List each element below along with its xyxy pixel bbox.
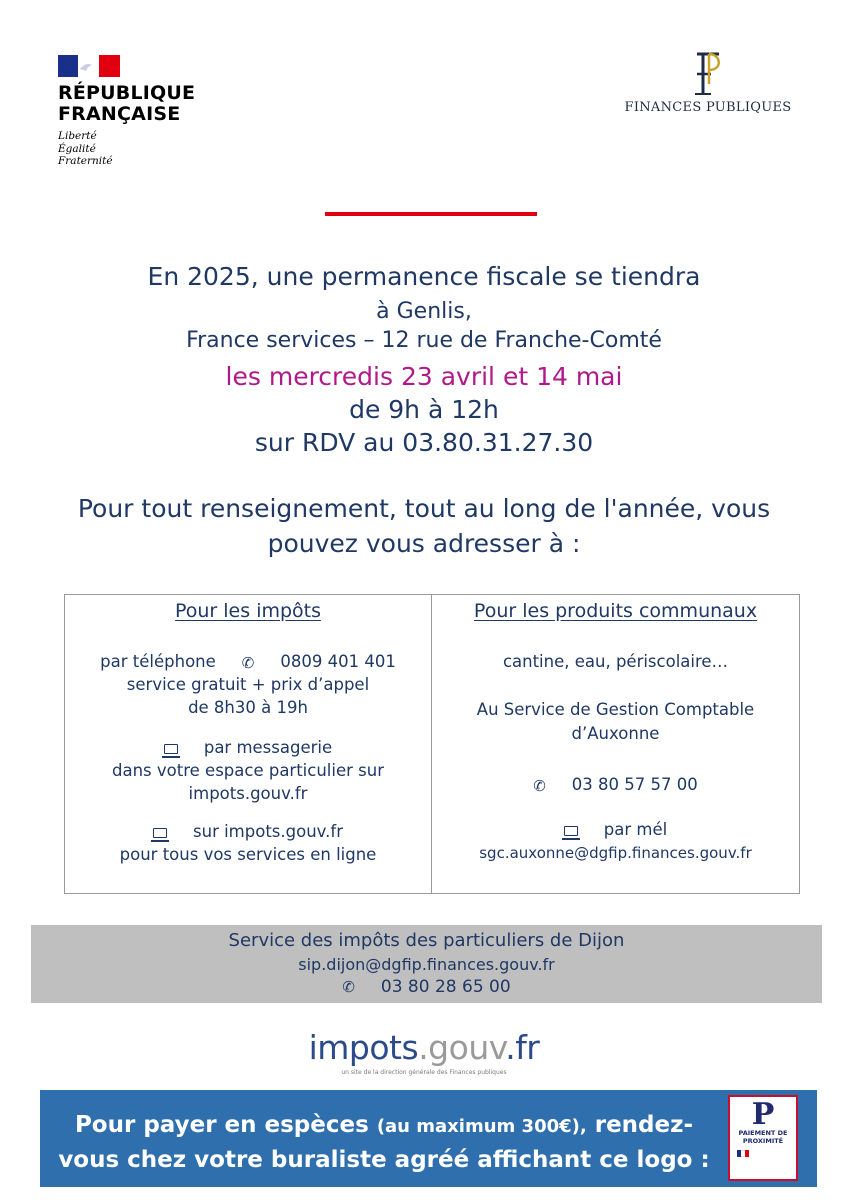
announcement-line2: à Genlis, (376, 299, 472, 324)
fp-monogram-icon (691, 50, 725, 98)
announcement-dates: les mercredis 23 avril et 14 mai (225, 362, 623, 391)
intro-line2: pouvez vous adresser à : (267, 529, 581, 558)
announcement-hours: de 9h à 12h (349, 395, 499, 424)
marianne-flag-icon (58, 55, 120, 77)
phone-icon: ✆ (342, 978, 355, 996)
phone-icon: ✆ (241, 653, 255, 672)
proximite-mini-flag-icon (730, 1150, 796, 1157)
rf-name-line2: FRANÇAISE (58, 103, 181, 125)
taxes-web-row (65, 822, 431, 841)
motto-liberte: Liberté (58, 130, 97, 142)
taxes-phone-row (65, 652, 431, 672)
communal-phone-number: 03 80 57 57 00 (571, 775, 698, 794)
intro-line1: Pour tout renseignement, tout au long de l'année, vous (77, 494, 771, 523)
sip-contact-band (31, 925, 822, 1003)
impots-word: impots (308, 1028, 419, 1067)
motto-egalite: Égalité (58, 142, 96, 155)
sip-phone: 03 80 28 65 00 (380, 977, 511, 997)
announcement-line3: France services – 12 rue de Franche-Comté (186, 328, 662, 353)
payment-line1-bold: Pour payer en espèces (74, 1112, 369, 1138)
computer-icon (564, 826, 578, 836)
taxes-phone-note: service gratuit + prix d’appel (126, 675, 370, 694)
communal-email: sgc.auxonne@dgfip.finances.gouv.fr (479, 844, 752, 862)
sip-phone-row (31, 977, 822, 997)
announcement-line1: En 2025, une permanence fiscale se tiendra (147, 262, 701, 291)
taxes-web-line2: pour tous vos services en ligne (119, 845, 377, 864)
communal-office-line1: Au Service de Gestion Comptable (476, 700, 755, 719)
taxes-message-line3: impots.gouv.fr (188, 784, 308, 803)
impots-gouv-logo (0, 1028, 848, 1076)
proximite-letter: P (751, 1097, 775, 1132)
proximite-text-1: PAIEMENT DE (738, 1129, 788, 1137)
republique-francaise-logo (58, 55, 228, 168)
phone-icon: ✆ (533, 776, 546, 795)
cash-payment-band (40, 1090, 817, 1187)
computer-icon (153, 828, 167, 838)
communal-heading: Pour les produits communaux (473, 600, 758, 622)
sip-name: Service des impôts des particuliers de Dijon (228, 930, 625, 951)
taxes-heading: Pour les impôts (174, 600, 322, 622)
taxes-message-row (65, 738, 431, 757)
communal-mail-row (432, 820, 799, 839)
taxes-phone-label: par téléphone (100, 652, 216, 671)
payment-line1-small: (au maximum 300€), (376, 1116, 587, 1137)
communal-office-line2: d’Auxonne (571, 724, 660, 743)
red-divider (325, 212, 537, 216)
finances-publiques-logo (622, 50, 794, 115)
payment-line1 (40, 1112, 728, 1138)
taxes-phone-number: 0809 401 401 (280, 652, 396, 671)
communal-column (432, 595, 799, 893)
fp-name: FINANCES PUBLIQUES (624, 100, 792, 115)
communal-phone-row (432, 775, 799, 795)
taxes-column (65, 595, 431, 893)
taxes-message-line2: dans votre espace particulier sur (112, 761, 384, 780)
payment-line2: vous chez votre buraliste agréé affichant ce logo : (58, 1147, 710, 1173)
contact-table (64, 594, 800, 894)
payment-line1-end: rendez- (594, 1112, 694, 1138)
rf-name-line1: RÉPUBLIQUE (58, 82, 196, 104)
taxes-web-label: sur impots.gouv.fr (193, 822, 343, 841)
fr-word: .fr (505, 1028, 540, 1067)
computer-icon (164, 744, 178, 754)
gouv-word: .gouv (418, 1028, 506, 1067)
communal-services: cantine, eau, périscolaire… (502, 652, 729, 671)
proximite-text-2: PROXIMITÉ (742, 1136, 784, 1145)
paiement-proximite-logo (728, 1095, 798, 1181)
motto-fraternite: Fraternité (58, 155, 113, 167)
taxes-message-label: par messagerie (203, 738, 333, 757)
sip-email: sip.dijon@dgfip.finances.gouv.fr (298, 955, 555, 974)
taxes-phone-hours: de 8h30 à 19h (188, 698, 308, 717)
announcement-appointment: sur RDV au 03.80.31.27.30 (254, 428, 594, 457)
communal-mail-label: par mél (603, 820, 668, 839)
impots-subtitle: un site de la direction générale des Finances publiques (341, 1069, 507, 1076)
